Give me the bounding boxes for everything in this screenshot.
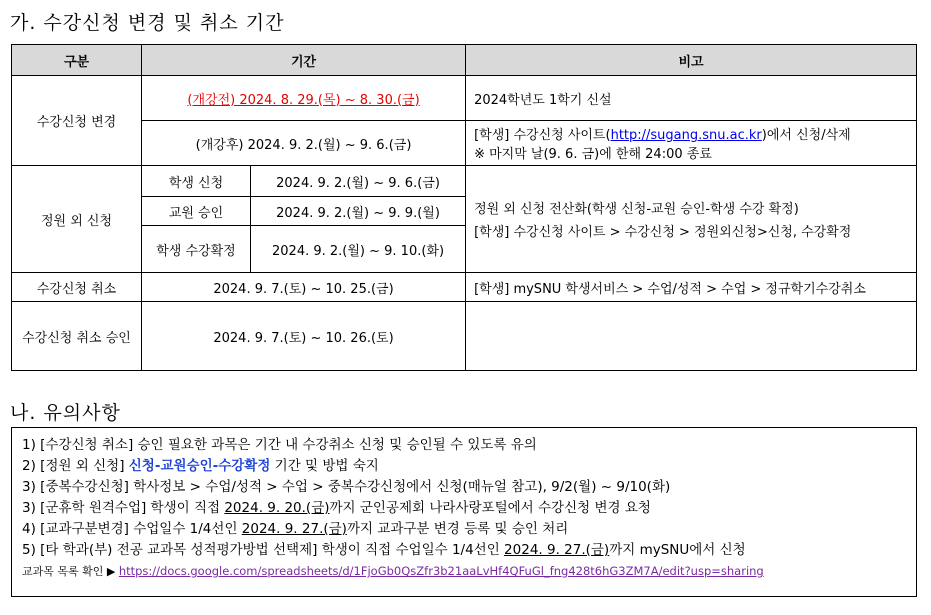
notice-item: 3) [중복수강신청] 학사정보 > 수업/성적 > 수업 > 중복수강신청에서 신청(매뉴얼 참고), 9/2(월) ~ 9/10(화): [22, 479, 671, 495]
row-label-overquota: 정원 외 신청: [12, 166, 142, 273]
overquota-period: 2024. 9. 2.(월) ~ 9. 10.(화): [251, 226, 466, 273]
notice-item: [22, 540, 916, 561]
table-row: [12, 302, 917, 371]
notice-date: 2024. 9. 20.(금): [224, 500, 330, 516]
header-period: 기간: [142, 45, 466, 76]
notice-text: 2) [정원 외 신청]: [22, 458, 129, 474]
notice-date: 2024. 9. 27.(금): [241, 521, 347, 537]
overquota-remark-line2: [학생] 수강신청 사이트 > 수강신청 > 정원외신청>신청, 수강확정: [474, 225, 852, 240]
overquota-step: 교원 승인: [142, 197, 251, 226]
cancel-period: 2024. 9. 7.(토) ~ 10. 25.(금): [142, 273, 466, 302]
row-label-cancel-approval: 수강신청 취소 승인: [12, 302, 142, 371]
notice-date: 2024. 9. 27.(금): [504, 542, 610, 558]
table-row: [12, 273, 917, 302]
notice-item: 1) [수강신청 취소] 승인 필요한 과목은 기간 내 수강취소 신청 및 승인될 수 있도록 유의: [22, 437, 537, 453]
change-after-remark: [466, 121, 917, 166]
row-label-cancel: 수강신청 취소: [12, 273, 142, 302]
overquota-step: 학생 수강확정: [142, 226, 251, 273]
section-title-period: 가. 수강신청 변경 및 취소 기간: [10, 12, 285, 34]
notice-text: 5) [타 학과(부) 전공 교과목 성적평가방법 선택제] 학생이 직접 수업일수 1/4선인: [22, 542, 505, 558]
cancel-approval-period: 2024. 9. 7.(토) ~ 10. 26.(토): [142, 302, 466, 371]
table-row: [12, 121, 917, 166]
notice-text: 기간 및 방법 숙지: [270, 458, 379, 474]
course-list-label: 교과목 목록 확인 ▶: [22, 565, 119, 578]
section-title-notices: 나. 유의사항: [10, 402, 121, 424]
remark-text: [학생] 수강신청 사이트(: [474, 128, 611, 143]
notice-text: 까지 mySNU에서 신청: [609, 542, 746, 558]
row-label-change: 수강신청 변경: [12, 76, 142, 166]
cancel-remark: [학생] mySNU 학생서비스 > 수업/성적 > 수업 > 정규학기수강취소: [466, 273, 917, 302]
table-row: [12, 166, 917, 197]
table-header-row: [12, 45, 917, 76]
last-day-note: ※ 마지막 날(9. 6. 금)에 한해 24:00 종료: [474, 147, 712, 162]
overquota-step: 학생 신청: [142, 166, 251, 197]
sugang-site-link[interactable]: http://sugang.snu.ac.kr: [610, 128, 762, 143]
notice-item: [22, 498, 916, 519]
table-row: [12, 76, 917, 121]
notice-text: 까지 교과구분 변경 등록 및 승인 처리: [346, 521, 569, 537]
cancel-approval-remark: [466, 302, 917, 371]
notice-item: [22, 456, 916, 477]
notice-item: [22, 561, 916, 582]
overquota-remark: [466, 166, 917, 273]
change-before-period: (개강전) 2024. 8. 29.(목) ~ 8. 30.(금): [187, 92, 420, 108]
change-before-remark: 2024학년도 1학기 신설: [466, 76, 917, 121]
remark-text: )에서 신청/삭제: [761, 128, 851, 143]
notice-text: 3) [군휴학 원격수업] 학생이 직접: [22, 500, 225, 516]
course-list-link[interactable]: https://docs.google.com/spreadsheets/d/1FjoGb0QsZfr3b21aaLvHf4QFuGl_fng428t6hG3ZM7A/edit?usp=sharing: [118, 564, 764, 578]
overquota-remark-line1: 정원 외 신청 전산화(학생 신청-교원 승인-학생 수강 확정): [474, 202, 799, 217]
header-remarks: 비고: [466, 45, 917, 76]
notice-emphasis: 신청-교원승인-수강확정: [128, 458, 271, 474]
notice-text: 4) [교과구분변경] 수업일수 1/4선인: [22, 521, 242, 537]
change-after-period: (개강후) 2024. 9. 2.(월) ~ 9. 6.(금): [142, 121, 466, 166]
overquota-period: 2024. 9. 2.(월) ~ 9. 9.(월): [251, 197, 466, 226]
notice-text: 까지 군인공제회 나라사랑포털에서 수강신청 변경 요청: [329, 500, 651, 516]
notice-item: [22, 519, 916, 540]
header-category: 구분: [12, 45, 142, 76]
notice-box: [11, 427, 917, 597]
overquota-period: 2024. 9. 2.(월) ~ 9. 6.(금): [251, 166, 466, 197]
period-table: [11, 44, 917, 371]
